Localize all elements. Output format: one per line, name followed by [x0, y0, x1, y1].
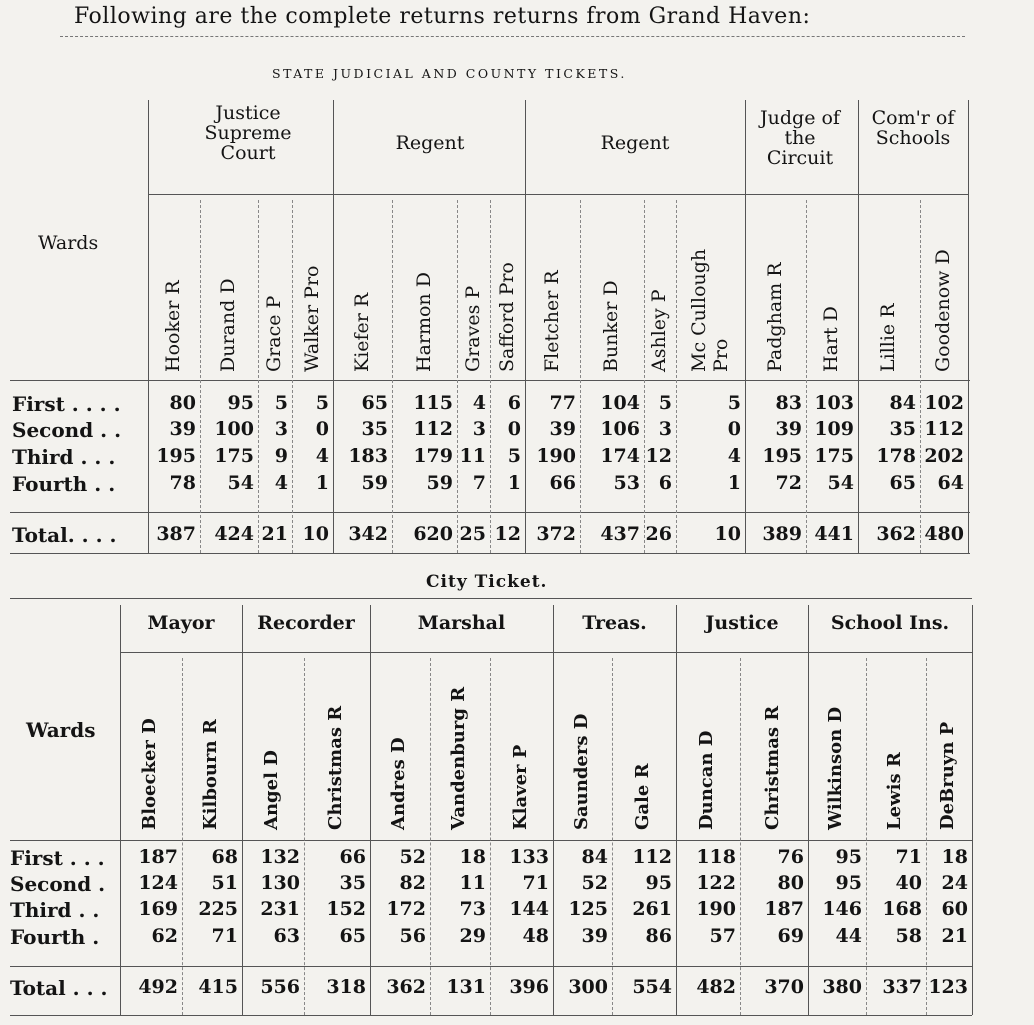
group-rule	[120, 652, 972, 653]
table-row-label: First . . . .	[12, 392, 121, 416]
group-divider	[553, 605, 554, 1015]
vote-count: 109	[814, 418, 854, 440]
column-divider	[490, 200, 491, 553]
vote-count: 56	[399, 925, 426, 947]
table-row-label: Second . .	[12, 418, 122, 442]
vote-count: 63	[273, 925, 300, 947]
vote-count: 0	[727, 418, 741, 440]
vote-count: 187	[138, 846, 178, 868]
column-divider	[644, 200, 645, 553]
table-bottom-rule	[10, 553, 970, 554]
vote-count: 71	[522, 872, 549, 894]
vote-count: 389	[762, 523, 802, 545]
group-divider	[808, 605, 809, 1015]
column-divider	[457, 200, 458, 553]
header-rule	[10, 840, 972, 841]
vote-count: 35	[339, 872, 366, 894]
vote-count: 52	[399, 846, 426, 868]
vote-count: 112	[413, 418, 453, 440]
vote-count: 4	[727, 445, 741, 467]
vote-count: 35	[889, 418, 916, 440]
vote-count: 115	[413, 392, 453, 414]
vote-count: 12	[494, 523, 521, 545]
group-divider	[242, 605, 243, 1015]
vote-count: 132	[260, 846, 300, 868]
vote-count: 554	[632, 976, 672, 998]
vote-count: 84	[889, 392, 916, 414]
group-header: Judge of the Circuit	[760, 107, 840, 169]
vote-count: 54	[827, 472, 854, 494]
group-divider	[972, 605, 973, 1015]
group-divider	[968, 100, 969, 553]
vote-count: 190	[536, 445, 576, 467]
vote-count: 68	[211, 846, 238, 868]
vote-count: 52	[581, 872, 608, 894]
vote-count: 44	[835, 925, 862, 947]
group-header: Justice	[705, 612, 779, 634]
vote-count: 21	[941, 925, 968, 947]
vote-count: 125	[568, 898, 608, 920]
vote-count: 18	[459, 846, 486, 868]
table-row-label: Second .	[10, 872, 106, 896]
group-header: Recorder	[257, 612, 355, 634]
vote-count: 122	[696, 872, 736, 894]
top-rule	[10, 598, 972, 599]
vote-count: 39	[549, 418, 576, 440]
vote-count: 112	[632, 846, 672, 868]
vote-count: 65	[889, 472, 916, 494]
vote-count: 380	[822, 976, 862, 998]
column-divider	[926, 658, 927, 1015]
vote-count: 69	[777, 925, 804, 947]
vote-count: 39	[169, 418, 196, 440]
vote-count: 71	[895, 846, 922, 868]
column-divider	[612, 658, 613, 1015]
vote-count: 0	[315, 418, 329, 440]
vote-count: 342	[348, 523, 388, 545]
vote-count: 72	[775, 472, 802, 494]
vote-count: 3	[658, 418, 672, 440]
vote-count: 53	[613, 472, 640, 494]
vote-count: 103	[814, 392, 854, 414]
vote-count: 5	[315, 392, 329, 414]
vote-count: 131	[446, 976, 486, 998]
column-divider	[806, 200, 807, 553]
group-header: Mayor	[147, 612, 215, 634]
column-divider	[866, 658, 867, 1015]
table-row-label: Third . .	[10, 898, 100, 922]
vote-count: 169	[138, 898, 178, 920]
vote-count: 73	[459, 898, 486, 920]
table-row-label: Fourth . .	[12, 472, 116, 496]
total-row-label: Total. . . .	[12, 523, 117, 547]
vote-count: 7	[472, 472, 486, 494]
vote-count: 1	[507, 472, 521, 494]
vote-count: 168	[882, 898, 922, 920]
vote-count: 77	[549, 392, 576, 414]
vote-count: 195	[762, 445, 802, 467]
vote-count: 57	[709, 925, 736, 947]
column-divider	[258, 200, 259, 553]
vote-count: 65	[339, 925, 366, 947]
vote-count: 300	[568, 976, 608, 998]
vote-count: 187	[764, 898, 804, 920]
headline: Following are the complete returns returns from Grand Haven:	[74, 4, 811, 29]
vote-count: 10	[302, 523, 329, 545]
vote-count: 60	[941, 898, 968, 920]
column-divider	[292, 200, 293, 553]
group-divider	[120, 605, 121, 1015]
vote-count: 11	[459, 445, 486, 467]
vote-count: 152	[326, 898, 366, 920]
vote-count: 95	[835, 872, 862, 894]
table-row-label: First . . .	[10, 846, 105, 870]
group-divider	[676, 605, 677, 1015]
vote-count: 21	[261, 523, 288, 545]
vote-count: 144	[509, 898, 549, 920]
vote-count: 482	[696, 976, 736, 998]
vote-count: 48	[522, 925, 549, 947]
vote-count: 415	[198, 976, 238, 998]
vote-count: 6	[507, 392, 521, 414]
vote-count: 0	[507, 418, 521, 440]
vote-count: 337	[882, 976, 922, 998]
vote-count: 202	[924, 445, 964, 467]
vote-count: 11	[459, 872, 486, 894]
total-row-label: Total . . .	[10, 976, 108, 1000]
vote-count: 130	[260, 872, 300, 894]
vote-count: 118	[696, 846, 736, 868]
vote-count: 179	[413, 445, 453, 467]
vote-count: 95	[835, 846, 862, 868]
vote-count: 133	[509, 846, 549, 868]
vote-count: 35	[361, 418, 388, 440]
wards-label: Wards	[26, 718, 96, 742]
vote-count: 480	[924, 523, 964, 545]
vote-count: 51	[211, 872, 238, 894]
vote-count: 83	[775, 392, 802, 414]
vote-count: 100	[214, 418, 254, 440]
group-header: Treas.	[582, 612, 647, 634]
vote-count: 104	[600, 392, 640, 414]
vote-count: 62	[151, 925, 178, 947]
vote-count: 84	[581, 846, 608, 868]
vote-count: 190	[696, 898, 736, 920]
vote-count: 231	[260, 898, 300, 920]
vote-count: 10	[714, 523, 741, 545]
vote-count: 225	[198, 898, 238, 920]
vote-count: 9	[274, 445, 288, 467]
vote-count: 620	[413, 523, 453, 545]
vote-count: 5	[727, 392, 741, 414]
group-header: Justice Supreme Court	[204, 102, 292, 164]
vote-count: 39	[775, 418, 802, 440]
column-divider	[304, 658, 305, 1015]
vote-count: 54	[227, 472, 254, 494]
vote-count: 318	[326, 976, 366, 998]
column-divider	[920, 200, 921, 553]
vote-count: 18	[941, 846, 968, 868]
vote-count: 65	[361, 392, 388, 414]
vote-count: 362	[876, 523, 916, 545]
vote-count: 95	[645, 872, 672, 894]
column-divider	[580, 200, 581, 553]
vote-count: 25	[459, 523, 486, 545]
group-header: Regent	[395, 132, 465, 154]
vote-count: 370	[764, 976, 804, 998]
table-row-label: Third . . .	[12, 445, 116, 469]
vote-count: 29	[459, 925, 486, 947]
column-divider	[490, 658, 491, 1015]
vote-count: 372	[536, 523, 576, 545]
vote-count: 64	[937, 472, 964, 494]
group-header: School Ins.	[830, 612, 950, 634]
vote-count: 3	[472, 418, 486, 440]
vote-count: 261	[632, 898, 672, 920]
group-header: Com'r of Schools	[871, 107, 955, 149]
vote-count: 396	[509, 976, 549, 998]
group-header: Marshal	[417, 612, 506, 634]
vote-count: 124	[138, 872, 178, 894]
vote-count: 362	[386, 976, 426, 998]
vote-count: 437	[600, 523, 640, 545]
column-divider	[392, 200, 393, 553]
vote-count: 76	[777, 846, 804, 868]
vote-count: 80	[169, 392, 196, 414]
vote-count: 195	[156, 445, 196, 467]
vote-count: 112	[924, 418, 964, 440]
vote-count: 1	[727, 472, 741, 494]
vote-count: 4	[315, 445, 329, 467]
column-divider	[182, 658, 183, 1015]
vote-count: 183	[348, 445, 388, 467]
vote-count: 123	[928, 976, 968, 998]
vote-count: 78	[169, 472, 196, 494]
vote-count: 1	[315, 472, 329, 494]
table-bottom-rule	[10, 1015, 972, 1016]
vote-count: 4	[472, 392, 486, 414]
section2-title: City Ticket.	[426, 572, 548, 592]
vote-count: 492	[138, 976, 178, 998]
vote-count: 174	[600, 445, 640, 467]
vote-count: 59	[426, 472, 453, 494]
column-divider	[740, 658, 741, 1015]
vote-count: 175	[214, 445, 254, 467]
vote-count: 4	[274, 472, 288, 494]
table-row-label: Fourth .	[10, 925, 100, 949]
total-rule	[10, 966, 972, 967]
vote-count: 39	[581, 925, 608, 947]
vote-count: 12	[645, 445, 672, 467]
vote-count: 5	[507, 445, 521, 467]
column-divider	[430, 658, 431, 1015]
vote-count: 3	[274, 418, 288, 440]
vote-count: 6	[658, 472, 672, 494]
vote-count: 26	[645, 523, 672, 545]
vote-count: 5	[658, 392, 672, 414]
vote-count: 441	[814, 523, 854, 545]
vote-count: 95	[227, 392, 254, 414]
column-divider	[200, 200, 201, 553]
vote-count: 175	[814, 445, 854, 467]
vote-count: 40	[895, 872, 922, 894]
vote-count: 66	[549, 472, 576, 494]
vote-count: 178	[876, 445, 916, 467]
section1-title: STATE JUDICIAL AND COUNTY TICKETS.	[272, 66, 627, 81]
column-divider	[676, 200, 677, 553]
rule	[60, 36, 965, 37]
group-rule	[148, 194, 968, 195]
vote-count: 424	[214, 523, 254, 545]
wards-label: Wards	[38, 232, 99, 254]
vote-count: 146	[822, 898, 862, 920]
vote-count: 59	[361, 472, 388, 494]
vote-count: 172	[386, 898, 426, 920]
group-divider	[370, 605, 371, 1015]
vote-count: 5	[274, 392, 288, 414]
vote-count: 86	[645, 925, 672, 947]
vote-count: 556	[260, 976, 300, 998]
vote-count: 387	[156, 523, 196, 545]
vote-count: 71	[211, 925, 238, 947]
vote-count: 102	[924, 392, 964, 414]
vote-count: 24	[941, 872, 968, 894]
vote-count: 66	[339, 846, 366, 868]
vote-count: 80	[777, 872, 804, 894]
group-header: Regent	[600, 132, 670, 154]
vote-count: 58	[895, 925, 922, 947]
vote-count: 106	[600, 418, 640, 440]
vote-count: 82	[399, 872, 426, 894]
